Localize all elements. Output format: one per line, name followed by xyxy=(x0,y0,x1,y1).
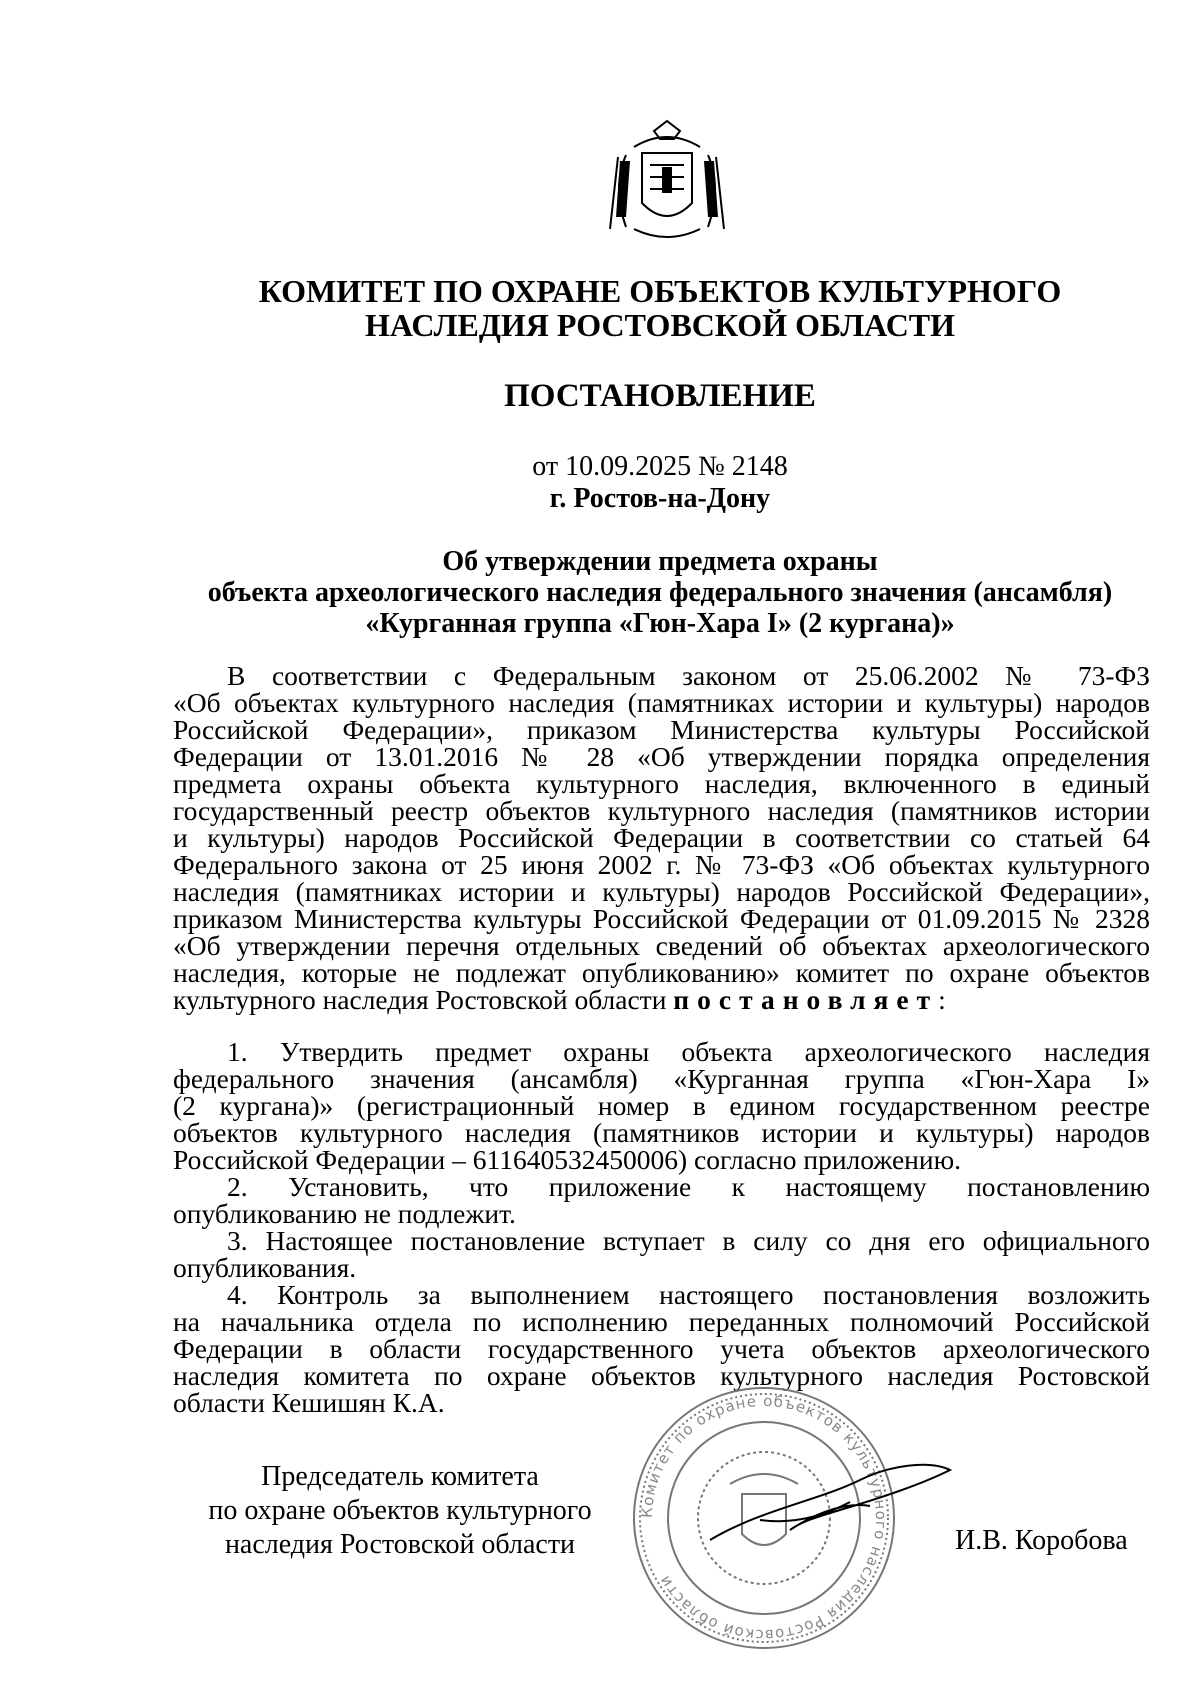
preamble-line: «Об объектах культурного наследия (памятниках истории и культуры) народов xyxy=(173,687,1150,718)
preamble-line: и культуры) народов Российской Федерации в соответствии со статьей 64 xyxy=(173,822,1150,853)
preamble-line: «Об утверждении перечня отдельных сведений об объектах археологического xyxy=(173,930,1150,961)
preamble-line: предмета охраны объекта культурного наследия, включенного в единый xyxy=(173,768,1150,799)
item-4-line: на начальника отдела по исполнению переданных полномочий Российской xyxy=(173,1306,1150,1337)
item-1-line: объектов культурного наследия (памятников истории и культуры) народов xyxy=(173,1117,1150,1148)
item-4-line: области Кешишян К.А. xyxy=(173,1387,445,1418)
preamble-line: приказом Министерства культуры Российской Федерации от 01.09.2015 № 2328 xyxy=(173,903,1150,934)
item-2-line: опубликованию не подлежит. xyxy=(173,1198,516,1229)
signature-icon xyxy=(700,1440,960,1560)
signer-position-line1: Председатель комитета xyxy=(261,1461,539,1492)
subject-line1: Об утверждении предмета охраны xyxy=(442,546,878,577)
item-4-line: наследия комитета по охране объектов культурного наследия Ростовской xyxy=(173,1360,1150,1391)
preamble-line: наследия (памятниках истории и культуры) народов Российской Федерации», xyxy=(173,876,1150,907)
org-name-line1: КОМИТЕТ ПО ОХРАНЕ ОБЪЕКТОВ КУЛЬТУРНОГО xyxy=(258,273,1062,309)
coat-of-arms-icon xyxy=(604,117,730,248)
preamble-line: В соответствии с Федеральным законом от 25.06.2002 № 73-ФЗ xyxy=(227,660,1150,691)
item-1-line: федерального значения (ансамбля) «Курганная группа «Гюн-Хара I» xyxy=(173,1063,1150,1094)
item-2-line: 2. Установить, что приложение к настоящему постановлению xyxy=(227,1171,1150,1202)
document-type: ПОСТАНОВЛЕНИЕ xyxy=(504,378,816,414)
preamble-line: наследия, которые не подлежат опубликованию» комитет по охране объектов xyxy=(173,957,1150,988)
resolves-verb: постановляет xyxy=(673,984,939,1015)
item-3-line: опубликования. xyxy=(173,1252,357,1283)
item-1-line: Российской Федерации – 611640532450006) согласно приложению. xyxy=(173,1144,962,1175)
preamble-line: Федерального закона от 25 июня 2002 г. № 73-ФЗ «Об объектах культурного xyxy=(173,849,1150,880)
preamble-last-line xyxy=(173,986,1150,1013)
date-number: от 10.09.2025 № 2148 xyxy=(532,451,788,482)
seal-text: Комитет по охране объектов культурного наследия Ростовской области xyxy=(637,1391,891,1645)
city: г. Ростов-на-Дону xyxy=(549,483,771,514)
preamble-line: Российской Федерации», приказом Министерства культуры Российской xyxy=(173,714,1150,745)
signer-name: И.В. Коробова xyxy=(955,1525,1128,1556)
signer-position-line3: наследия Ростовской области xyxy=(224,1529,576,1560)
org-name-line2: НАСЛЕДИЯ РОСТОВСКОЙ ОБЛАСТИ xyxy=(364,307,956,343)
signer-position-line2: по охране объектов культурного xyxy=(208,1495,592,1526)
item-4-line: 4. Контроль за выполнением настоящего постановления возложить xyxy=(227,1279,1150,1310)
item-1-line: (2 кургана)» (регистрационный номер в едином государственном реестре xyxy=(173,1090,1150,1121)
item-4-line: Федерации в области государственного учета объектов археологического xyxy=(173,1333,1150,1364)
preamble-line: государственный реестр объектов культурного наследия (памятников истории xyxy=(173,795,1150,826)
subject-line3: «Курганная группа «Гюн-Хара I» (2 кургана)» xyxy=(365,608,955,639)
colon: : xyxy=(938,984,946,1015)
preamble-text: культурного наследия Ростовской области xyxy=(173,984,674,1015)
subject-line2: объекта археологического наследия федерального значения (ансамбля) xyxy=(207,577,1113,608)
preamble-line: Федерации от 13.01.2016 № 28 «Об утверждении порядка определения xyxy=(173,741,1150,772)
item-3-line: 3. Настоящее постановление вступает в силу со дня его официального xyxy=(227,1225,1150,1256)
item-1-line: 1. Утвердить предмет охраны объекта археологического наследия xyxy=(227,1036,1150,1067)
